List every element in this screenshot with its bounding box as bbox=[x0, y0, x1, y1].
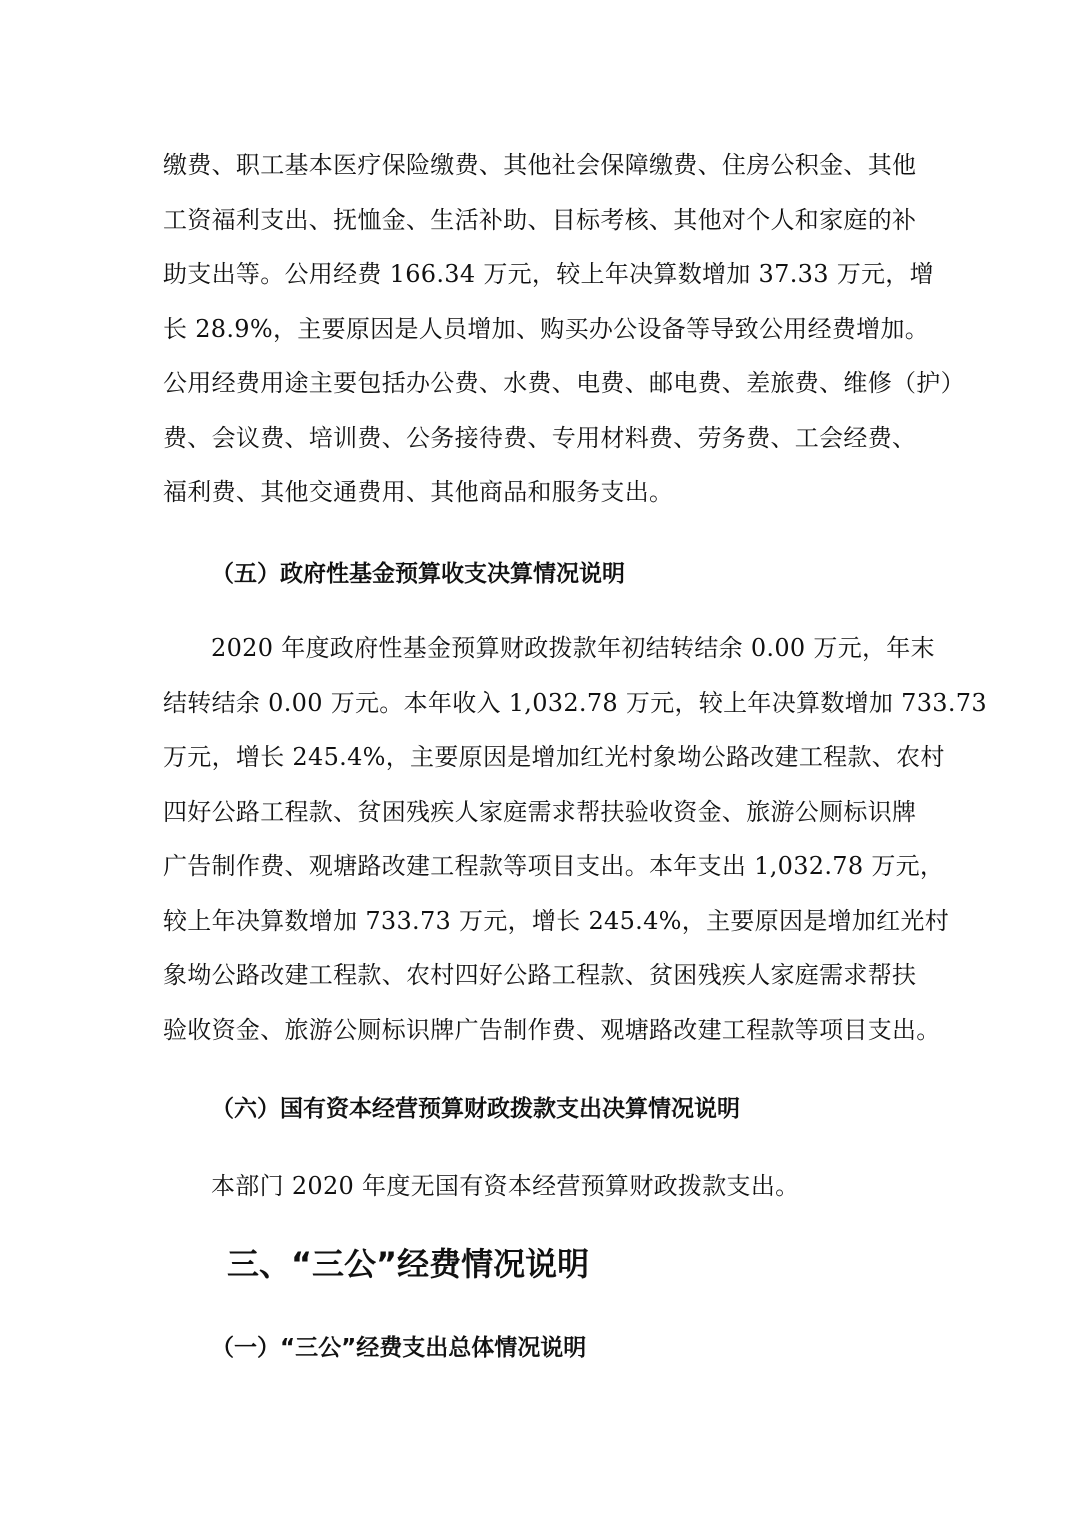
text-line: 万元，增长 245.4%，主要原因是增加红光村象坳公路改建工程款、农村 bbox=[163, 743, 945, 771]
text-line: 费、会议费、培训费、公务接待费、专用材料费、劳务费、工会经费、 bbox=[163, 423, 917, 452]
text-line: 助支出等。公用经费 166.34 万元，较上年决算数增加 37.33 万元，增 bbox=[163, 260, 934, 288]
text-line: 2020 年度政府性基金预算财政拨款年初结转结余 0.00 万元，年末 bbox=[211, 634, 935, 662]
text-line: 四好公路工程款、贫困残疾人家庭需求帮扶验收资金、旅游公厕标识牌 bbox=[163, 797, 917, 826]
text-line: 广告制作费、观塘路改建工程款等项目支出。本年支出 1,032.78 万元， bbox=[163, 852, 945, 880]
heading-three-public-overview: （一）“三公”经费支出总体情况说明 bbox=[211, 1335, 587, 1361]
section-title-three-public: 三、“三公”经费情况说明 bbox=[227, 1245, 590, 1283]
heading-state-capital: （六）国有资本经营预算财政拨款支出决算情况说明 bbox=[211, 1096, 740, 1122]
text-line: 象坳公路改建工程款、农村四好公路工程款、贫困残疾人家庭需求帮扶 bbox=[163, 961, 917, 989]
text-line: 较上年决算数增加 733.73 万元，增长 245.4%，主要原因是增加红光村 bbox=[163, 906, 950, 935]
paragraph-gov-fund bbox=[163, 621, 987, 1057]
text-line: 本部门 2020 年度无国有资本经营预算财政拨款支出。 bbox=[211, 1172, 800, 1200]
paragraph-public-funds bbox=[163, 138, 965, 520]
paragraph-state-capital bbox=[211, 1159, 915, 1214]
text-line: 缴费、职工基本医疗保险缴费、其他社会保障缴费、住房公积金、其他 bbox=[163, 151, 917, 179]
heading-gov-fund-budget: （五）政府性基金预算收支决算情况说明 bbox=[211, 561, 625, 587]
text-line: 结转结余 0.00 万元。本年收入 1,032.78 万元，较上年决算数增加 733.73 bbox=[163, 688, 987, 717]
text-line: 公用经费用途主要包括办公费、水费、电费、邮电费、差旅费、维修（护） bbox=[163, 369, 965, 397]
text-line: 福利费、其他交通费用、其他商品和服务支出。 bbox=[163, 478, 674, 506]
text-line: 验收资金、旅游公厕标识牌广告制作费、观塘路改建工程款等项目支出。 bbox=[163, 1015, 941, 1044]
text-line: 长 28.9%，主要原因是人员增加、购买办公设备等导致公用经费增加。 bbox=[163, 314, 930, 343]
text-line: 工资福利支出、抚恤金、生活补助、目标考核、其他对个人和家庭的补 bbox=[163, 205, 917, 234]
